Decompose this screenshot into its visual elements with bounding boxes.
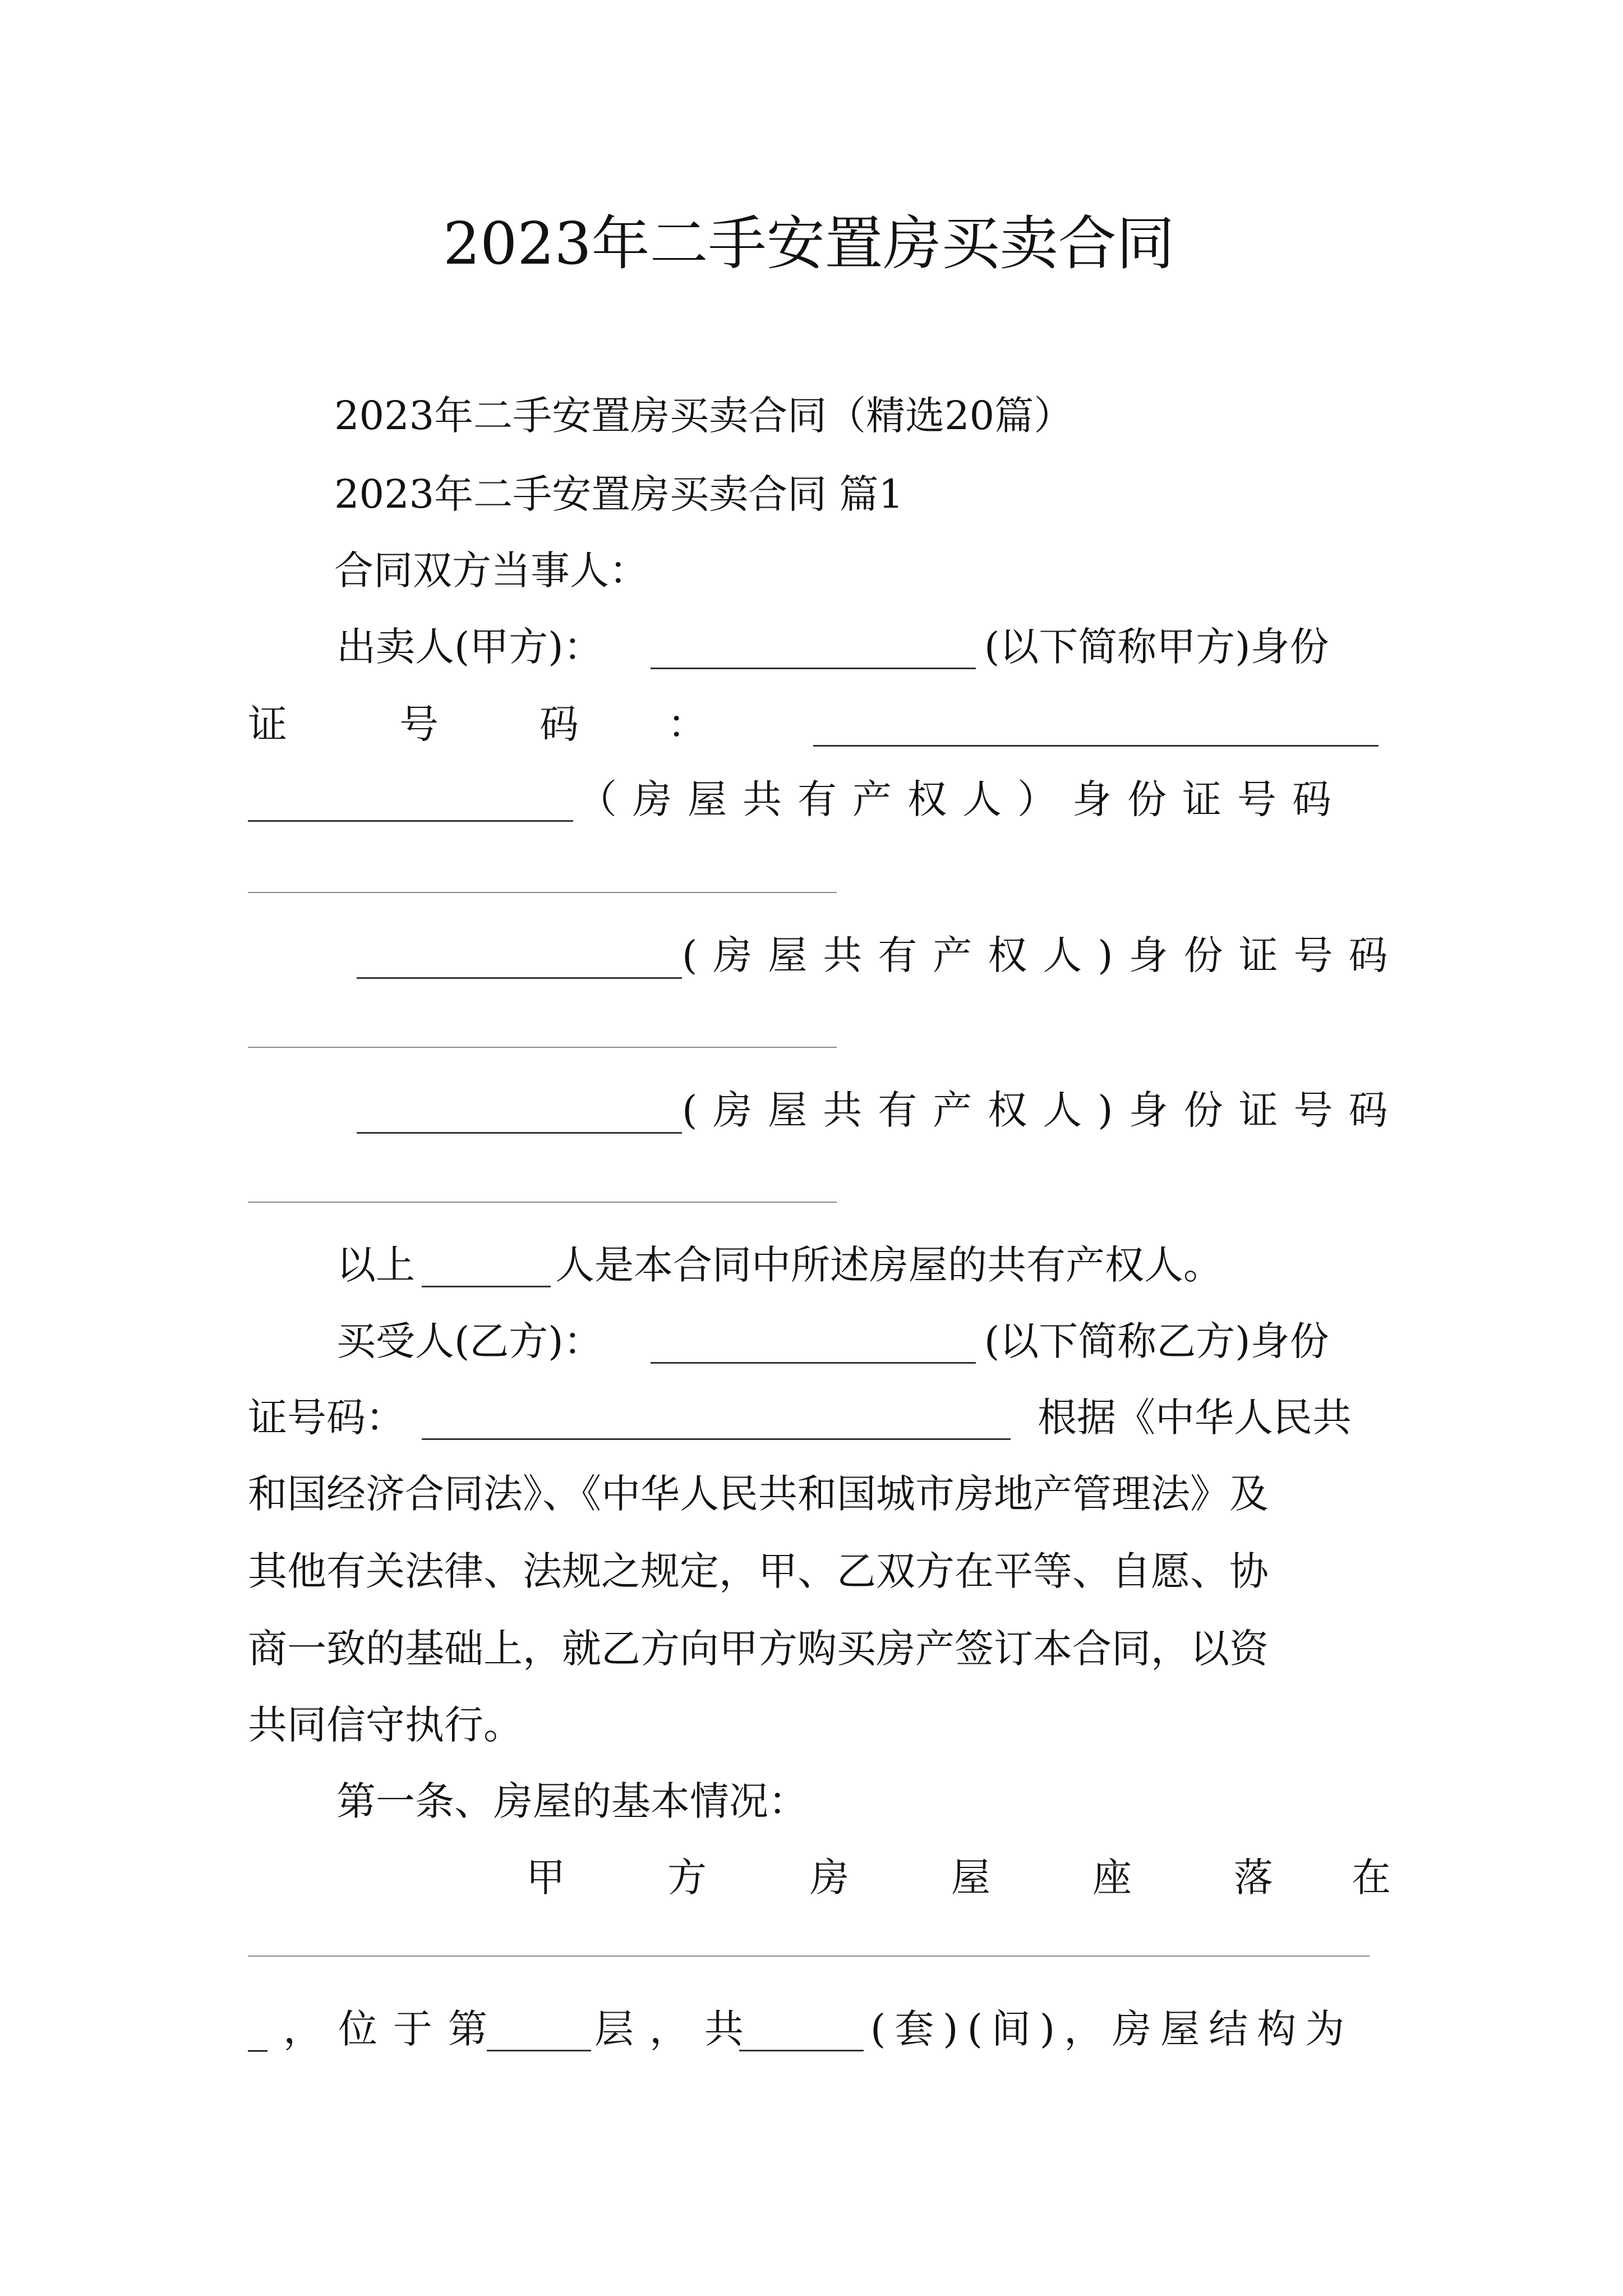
coowner1-id-blank[interactable]	[248, 892, 837, 893]
buyer-id-blank[interactable]	[422, 1438, 1011, 1440]
buyer-name-blank[interactable]	[651, 1362, 976, 1364]
floor-line-mid2: (套)(间)，房屋结构为	[870, 2006, 1354, 2052]
location-word-1: 甲	[526, 1855, 565, 1901]
buyer-id-label: 证号码：	[248, 1395, 405, 1441]
location-word-6: 落	[1234, 1855, 1273, 1901]
basis-line-3: 商一致的基础上，就乙方向甲方购买房产签订本合同，以资	[248, 1626, 1269, 1672]
document-subtitle: 2023年二手安置房买卖合同（精选20篇）	[334, 393, 1073, 439]
buyer-tail: 根据《中华人民共	[1038, 1395, 1352, 1441]
location-word-2: 方	[667, 1855, 707, 1901]
coowner2-name-blank[interactable]	[357, 977, 682, 979]
seller-id-char-4: ：	[667, 701, 707, 747]
buyer-label: 买受人(乙方)：	[336, 1318, 603, 1364]
coowner3-id-blank[interactable]	[248, 1202, 837, 1203]
seller-id-blank[interactable]	[813, 745, 1378, 747]
seller-suffix: (以下简称甲方)身份	[984, 624, 1329, 670]
coowner-summary-after: 人是本合同中所述房屋的共有产权人。	[555, 1242, 1223, 1288]
location-word-5: 座	[1092, 1855, 1132, 1901]
parties-heading: 合同双方当事人：	[334, 547, 648, 593]
location-blank[interactable]	[248, 1955, 1370, 1957]
unit-count-blank[interactable]	[739, 2050, 864, 2051]
seller-id-char-3: 码	[540, 701, 579, 747]
coowner3-name-blank[interactable]	[357, 1132, 682, 1134]
section-heading: 2023年二手安置房买卖合同 篇1	[334, 471, 903, 517]
floor-line-start: _，位于第	[248, 2006, 503, 2052]
location-word-3: 房	[810, 1855, 849, 1901]
coowner2-text: (房屋共有产权人)身份证号码	[682, 932, 1404, 978]
coowner3-text: (房屋共有产权人)身份证号码	[682, 1087, 1404, 1133]
seller-id-char-1: 证	[248, 701, 287, 747]
buyer-suffix: (以下简称乙方)身份	[984, 1318, 1329, 1364]
basis-line-1: 和国经济合同法》、《中华人民共和国城市房地产管理法》及	[248, 1471, 1269, 1517]
floor-line-mid1: 层，共	[594, 2006, 759, 2052]
location-word-4: 屋	[951, 1855, 990, 1901]
location-word-7: 在	[1352, 1855, 1391, 1901]
coowner1-name-blank[interactable]	[248, 820, 573, 822]
floor-number-blank[interactable]	[487, 2050, 591, 2051]
basis-line-4: 共同信守执行。	[248, 1702, 523, 1748]
seller-label: 出卖人(甲方)：	[336, 624, 603, 670]
article1-heading: 第一条、房屋的基本情况：	[336, 1778, 808, 1824]
basis-line-2: 其他有关法律、法规之规定，甲、乙双方在平等、自愿、协	[248, 1548, 1269, 1594]
seller-name-blank[interactable]	[651, 668, 976, 669]
coowner-count-blank[interactable]	[422, 1286, 551, 1287]
seller-id-char-2: 号	[399, 701, 439, 747]
document-title: 2023年二手安置房买卖合同	[443, 209, 1175, 278]
coowner-summary-before: 以上	[336, 1242, 415, 1288]
coowner1-text: （房屋共有产权人）身份证号码	[578, 776, 1347, 822]
coowner2-id-blank[interactable]	[248, 1047, 837, 1048]
